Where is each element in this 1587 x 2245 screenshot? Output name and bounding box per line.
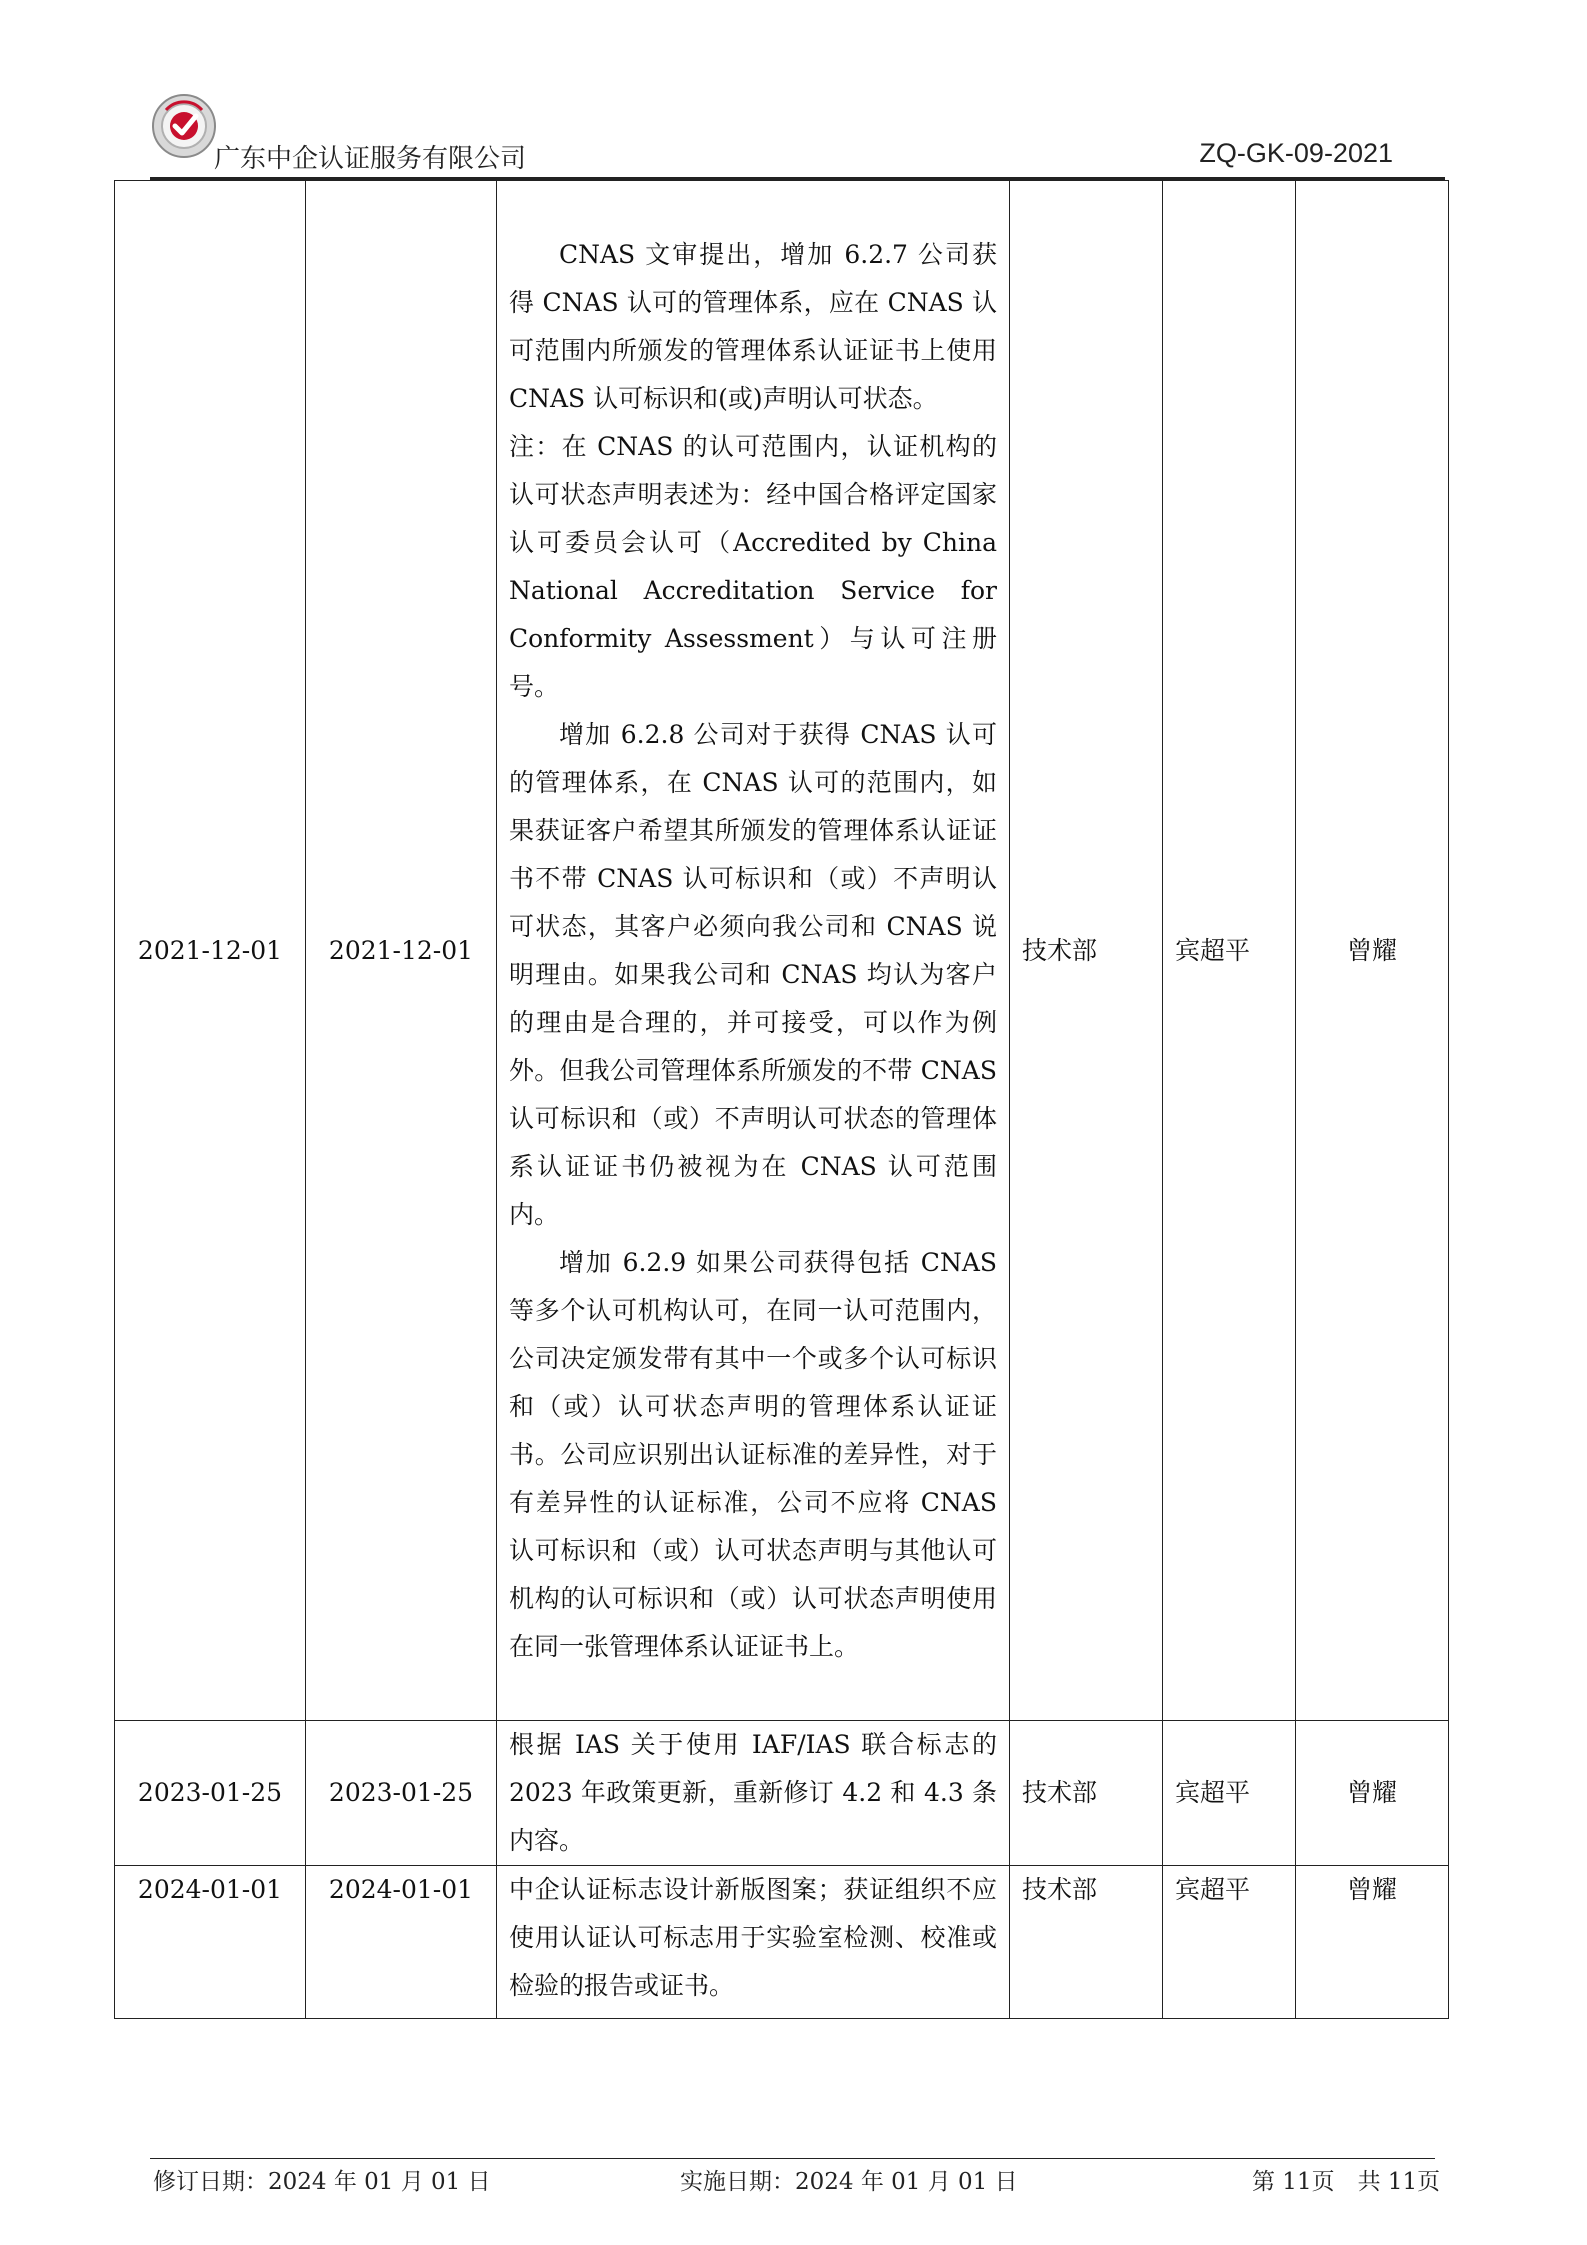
approver-cell: 曾耀 xyxy=(1296,1866,1449,2019)
footer-page-number: 第 11页 共 11页 xyxy=(1252,2169,1441,2195)
revision-content-cell xyxy=(497,1721,1010,1866)
editor-cell: 宾超平 xyxy=(1163,1721,1296,1866)
revision-content-cell xyxy=(497,1866,1010,2019)
department-cell: 技术部 xyxy=(1010,1866,1163,2019)
editor-cell: 宾超平 xyxy=(1163,181,1296,1721)
implement-date-cell: 2021-12-01 xyxy=(115,181,306,1721)
revision-content-cell xyxy=(497,181,1010,1721)
company-name: 广东中企认证服务有限公司 xyxy=(214,144,527,174)
footer-revise-date: 修订日期：2024 年 01 月 01 日 xyxy=(153,2169,491,2195)
implement-date-cell: 2024-01-01 xyxy=(115,1866,306,2019)
content-paragraph: 中企认证标志设计新版图案；获证组织不应使用认证认可标志用于实验室检测、校准或检验的报告或证书。 xyxy=(509,1875,997,2000)
revision-log-table xyxy=(114,180,1449,2019)
content-paragraph: CNAS 文审提出，增加 6.2.7 公司获得 CNAS 认可的管理体系，应在 CNAS 认可范围内所颁发的管理体系认证证书上使用 CNAS 认可标识和(或)声明认可状态。 xyxy=(509,239,997,413)
document-number: ZQ-GK-09-2021 xyxy=(1199,138,1393,168)
department-cell: 技术部 xyxy=(1010,1721,1163,1866)
content-paragraph: 增加 6.2.9 如果公司获得包括 CNAS 等多个认可机构认可，在同一认可范围内，公司决定颁发带有其中一个或多个认可标识和（或）认可状态声明的管理体系认证证书。公司应识别出认证标准的差异性，对于有差异性的认证标准，公司不应将 CNAS 认可标识和（或）认可状态声明与其他认可机构的认可标识和（或）认可状态声明使用在同一张管理体系认证证书上。 xyxy=(509,1247,997,1661)
content-paragraph: 根据 IAS 关于使用 IAF/IAS 联合标志的 2023 年政策更新，重新修订 4.2 和 4.3 条内容。 xyxy=(509,1730,997,1855)
revise-date-cell: 2024-01-01 xyxy=(306,1866,497,2019)
revise-date-cell: 2023-01-25 xyxy=(306,1721,497,1866)
footer-divider xyxy=(150,2158,1435,2159)
revise-date-cell: 2021-12-01 xyxy=(306,181,497,1721)
approver-cell: 曾耀 xyxy=(1296,1721,1449,1866)
table-row xyxy=(115,1866,1449,2019)
content-paragraph: 注：在 CNAS 的认可范围内，认证机构的认可状态声明表述为：经中国合格评定国家认可委员会认可（Accredited by China National Accreditation Service for Conformity Assessment）与认可注册号。 xyxy=(509,431,997,701)
editor-cell: 宾超平 xyxy=(1163,1866,1296,2019)
implement-date-cell: 2023-01-25 xyxy=(115,1721,306,1866)
page-header xyxy=(150,92,1445,180)
company-logo-icon xyxy=(150,92,218,160)
department-cell: 技术部 xyxy=(1010,181,1163,1721)
table-row xyxy=(115,1721,1449,1866)
approver-cell: 曾耀 xyxy=(1296,181,1449,1721)
content-paragraph: 增加 6.2.8 公司对于获得 CNAS 认可的管理体系，在 CNAS 认可的范围内，如果获证客户希望其所颁发的管理体系认证证书不带 CNAS 认可标识和（或）不声明认可状态，其客户必须向我公司和 CNAS 说明理由。如果我公司和 CNAS 均认为客户的理由是合理的，并可接受，可以作为例外。但我公司管理体系所颁发的不带 CNAS 认可标识和（或）不声明认可状态的管理体系认证证书仍被视为在 CNAS 认可范围内。 xyxy=(509,719,997,1229)
footer-implement-date: 实施日期：2024 年 01 月 01 日 xyxy=(680,2169,1018,2195)
table-row xyxy=(115,181,1449,1721)
